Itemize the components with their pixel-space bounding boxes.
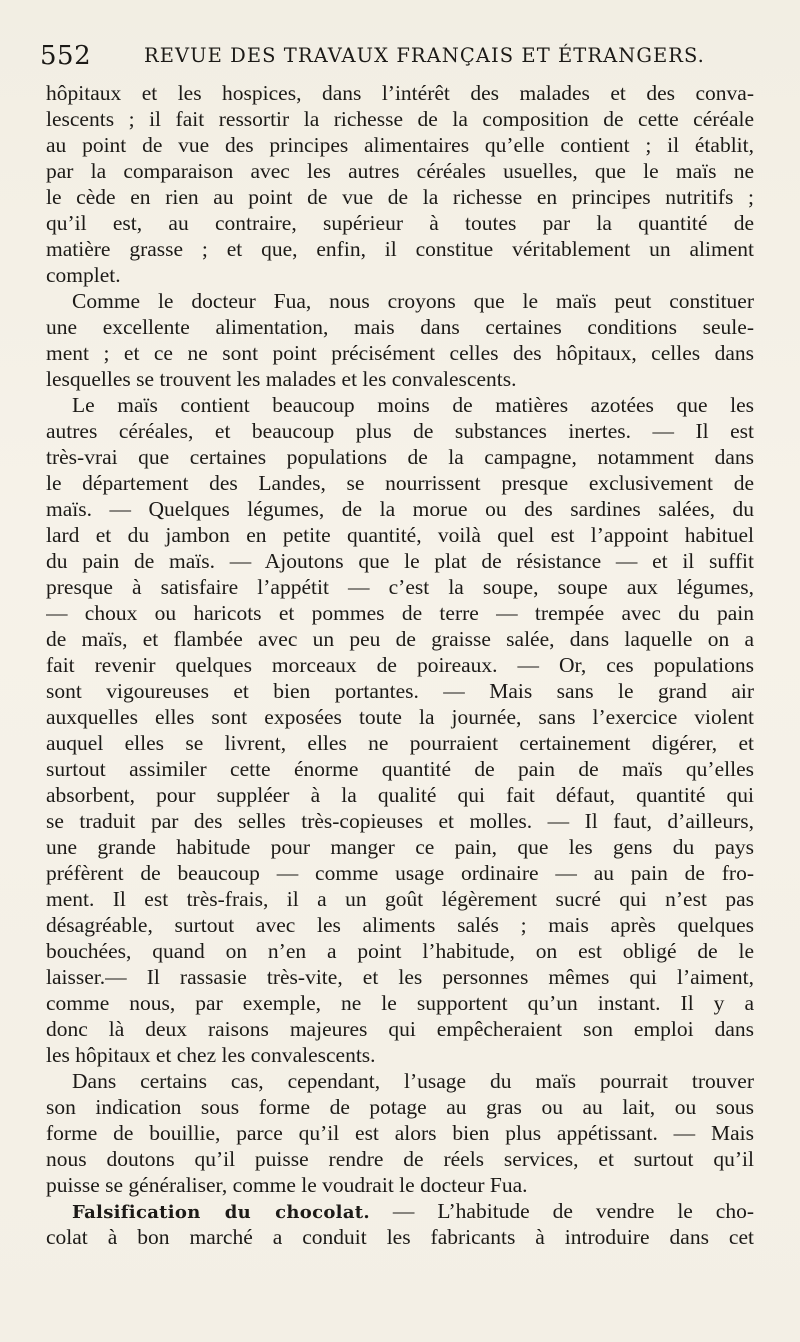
section-chocolate	[46, 1198, 754, 1250]
paragraph-1	[46, 80, 754, 288]
text-line: le département des Landes, se nourrissent presque exclusivement de	[46, 471, 754, 495]
text-line: complet.	[46, 263, 121, 287]
section-first-line-text: — L’habitude de vendre le cho-	[369, 1199, 754, 1223]
text-line: ment ; et ce ne sont point précisément celles des hôpitaux, celles dans	[46, 341, 754, 365]
text-line: forme de bouillie, parce qu’il est alors bien plus appétissant. — Mais	[46, 1121, 754, 1145]
text-line: ment. Il est très-frais, il a un goût légèrement sucré qui n’est pas	[46, 887, 754, 911]
text-line: hôpitaux et les hospices, dans l’intérêt des malades et des conva-	[46, 81, 754, 105]
text-line: presque à satisfaire l’appétit — c’est la soupe, soupe aux légumes,	[46, 575, 754, 599]
text-line: maïs. — Quelques légumes, de la morue ou des sardines salées, du	[46, 497, 754, 521]
text-line: puisse se généraliser, comme le voudrait le docteur Fua.	[46, 1173, 528, 1197]
text-line: au point de vue des principes alimentaires qu’elle contient ; il établit,	[46, 133, 754, 157]
section-heading: Falsification du chocolat.	[72, 1202, 370, 1223]
section-first-line	[46, 1198, 754, 1224]
text-line: autres céréales, et beaucoup plus de substances inertes. — Il est	[46, 419, 754, 443]
text-line: lard et du jambon en petite quantité, voilà quel est l’appoint habituel	[46, 523, 754, 547]
text-line: colat à bon marché a conduit les fabricants à introduire dans cet	[46, 1225, 754, 1249]
text-line: Le maïs contient beaucoup moins de matières azotées que les	[72, 393, 754, 417]
text-line: lescents ; il fait ressortir la richesse de la composition de cette céréale	[46, 107, 754, 131]
text-line: le cède en rien au point de vue de la richesse en principes nutritifs ;	[46, 185, 754, 209]
text-line: sont vigoureuses et bien portantes. — Mais sans le grand air	[46, 679, 754, 703]
text-line: fait revenir quelques morceaux de poireaux. — Or, ces populations	[46, 653, 754, 677]
text-line: de maïs, et flambée avec un peu de graisse salée, dans laquelle on a	[46, 627, 754, 651]
text-line: les hôpitaux et chez les convalescents.	[46, 1043, 376, 1067]
text-line: lesquelles se trouvent les malades et les convalescents.	[46, 367, 517, 391]
paragraph-3	[46, 392, 754, 1068]
running-title: REVUE DES TRAVAUX FRANÇAIS ET ÉTRANGERS.	[144, 44, 705, 67]
paragraph-2	[46, 288, 754, 392]
text-line: une grande habitude pour manger ce pain, que les gens du pays	[46, 835, 754, 859]
text-line: Comme le docteur Fua, nous croyons que le maïs peut constituer	[72, 289, 754, 313]
text-line: préfèrent de beaucoup — comme usage ordinaire — au pain de fro-	[46, 861, 754, 885]
text-line: se traduit par des selles très-copieuses et molles. — Il faut, d’ailleurs,	[46, 809, 754, 833]
text-line: — choux ou haricots et pommes de terre — trempée avec du pain	[46, 601, 754, 625]
paragraph-4	[46, 1068, 754, 1198]
text-line: son indication sous forme de potage au gras ou au lait, ou sous	[46, 1095, 754, 1119]
page-header	[40, 38, 768, 74]
page-number: 552	[40, 41, 92, 71]
text-line: qu’il est, au contraire, supérieur à toutes par la quantité de	[46, 211, 754, 235]
text-line: Dans certains cas, cependant, l’usage du maïs pourrait trouver	[72, 1069, 754, 1093]
text-line: bouchées, quand on n’en a point l’habitude, on est obligé de le	[46, 939, 754, 963]
text-line: donc là deux raisons majeures qui empêcheraient son emploi dans	[46, 1017, 754, 1041]
text-line: absorbent, pour suppléer à la qualité qui fait défaut, quantité qui	[46, 783, 754, 807]
text-line: désagréable, surtout avec les aliments salés ; mais après quelques	[46, 913, 754, 937]
text-line: comme nous, par exemple, ne le supportent qu’un instant. Il y a	[46, 991, 754, 1015]
text-line: une excellente alimentation, mais dans certaines conditions seule-	[46, 315, 754, 339]
text-line: du pain de maïs. — Ajoutons que le plat de résistance — et il suffit	[46, 549, 754, 573]
text-line: par la comparaison avec les autres céréales usuelles, que le maïs ne	[46, 159, 754, 183]
text-line: auquel elles se livrent, elles ne pourraient certainement digérer, et	[46, 731, 754, 755]
text-line: très-vrai que certaines populations de la campagne, notamment dans	[46, 445, 754, 469]
text-line: nous doutons qu’il puisse rendre de réels services, et surtout qu’il	[46, 1147, 754, 1171]
body-text	[46, 80, 754, 1250]
text-line: matière grasse ; et que, enfin, il constitue véritablement un aliment	[46, 237, 754, 261]
text-line: surtout assimiler cette énorme quantité de pain de maïs qu’elles	[46, 757, 754, 781]
text-line: auxquelles elles sont exposées toute la journée, sans l’exercice violent	[46, 705, 754, 729]
text-line: laisser.— Il rassasie très-vite, et les personnes mêmes qui l’aiment,	[46, 965, 754, 989]
